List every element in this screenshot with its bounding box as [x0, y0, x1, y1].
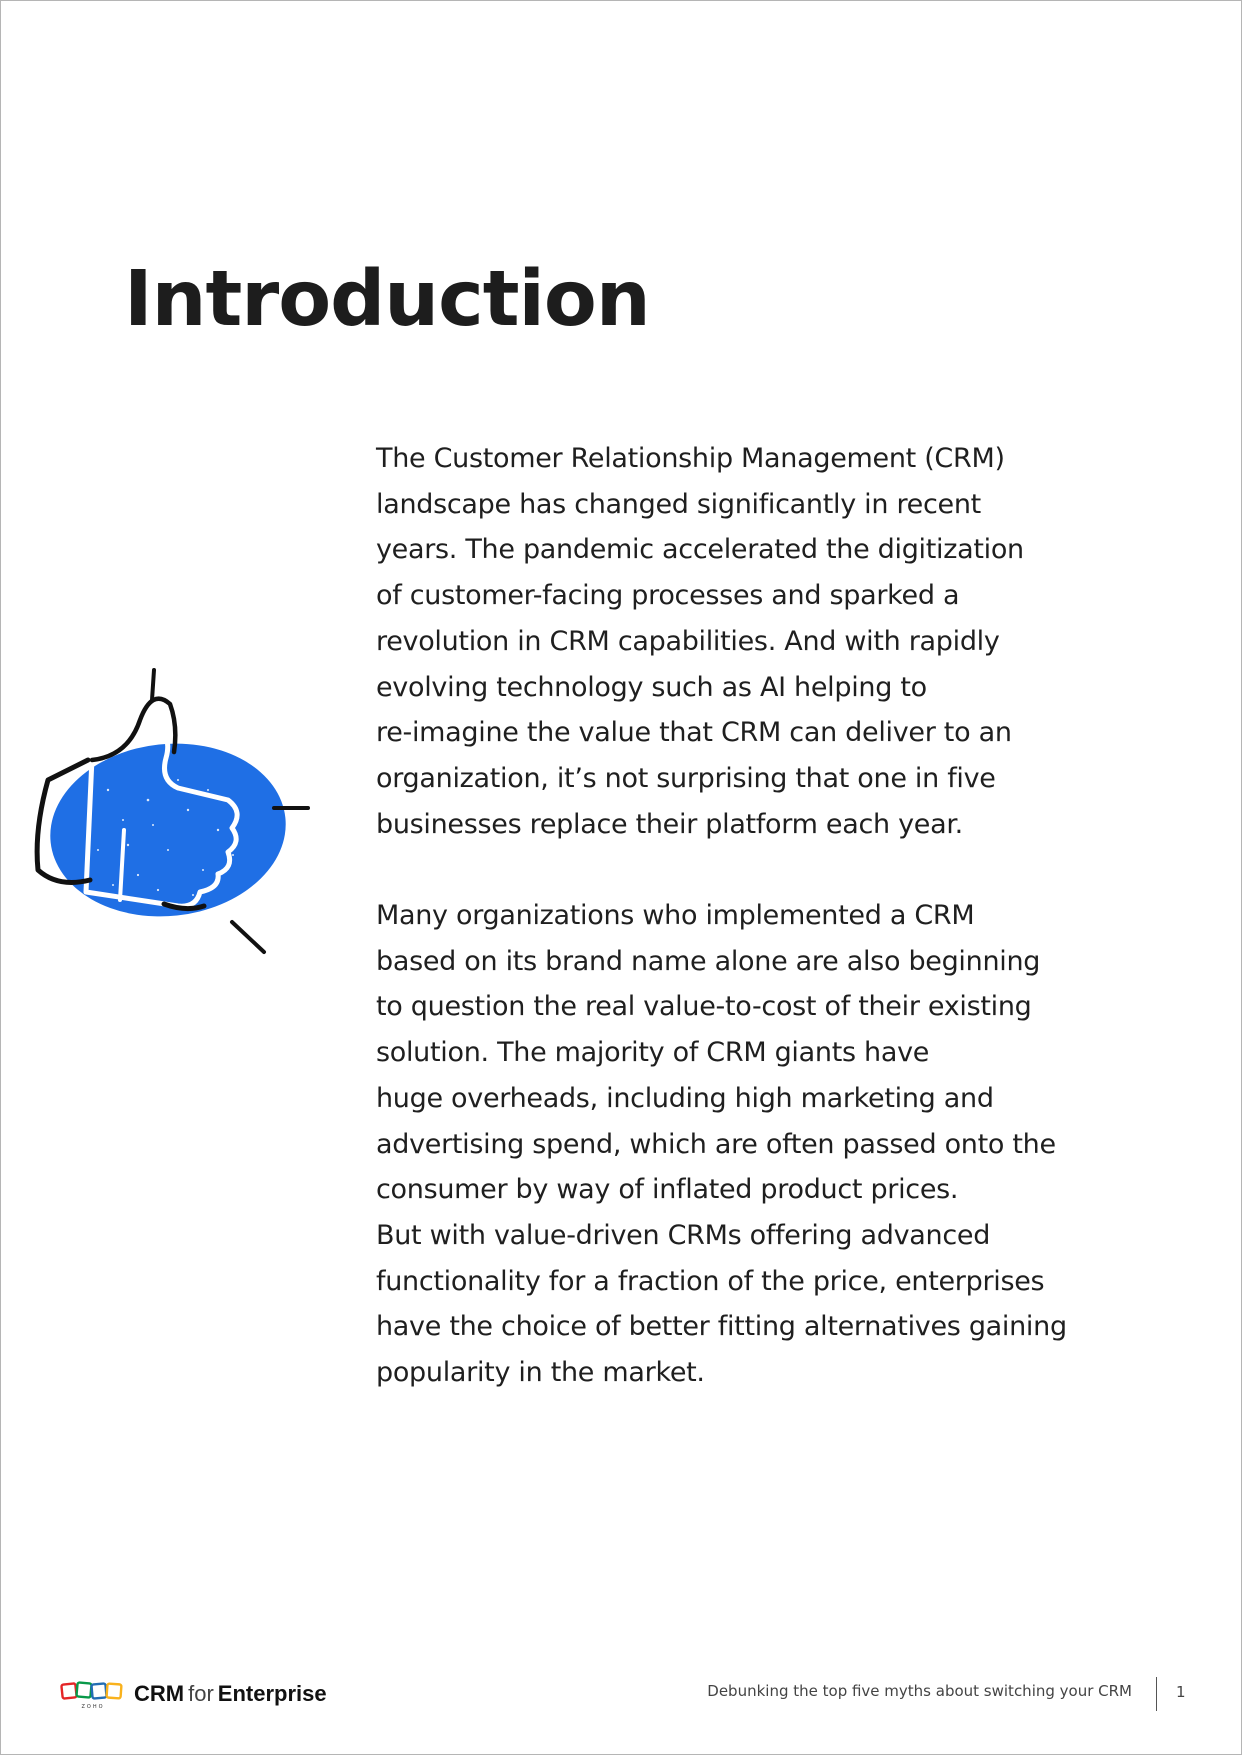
paragraph-1-line: organization, it’s not surprising that one in five [376, 762, 996, 794]
footer-caption: Debunking the top five myths about switching your CRM [707, 1682, 1132, 1700]
zoho-logo-icon [60, 1678, 126, 1710]
brand-crm: CRM [134, 1681, 185, 1706]
thumbs-up-icon [28, 660, 318, 960]
footer-divider [1156, 1677, 1157, 1711]
paragraph-1-line: landscape has changed significantly in recent [376, 488, 981, 520]
paragraph-1-line: of customer-facing processes and sparked a [376, 580, 960, 612]
paragraph-2-line: solution. The majority of CRM giants have [376, 1037, 930, 1069]
brand-name [134, 1681, 327, 1707]
paragraph-2-line: based on its brand name alone are also beginning [376, 945, 1041, 977]
footer-brand [60, 1678, 327, 1710]
brand-enterprise: Enterprise [217, 1681, 327, 1706]
paragraph-2-line: consumer by way of inflated product prices. [376, 1174, 959, 1206]
paragraph-1-line: The Customer Relationship Management (CRM) [376, 443, 1005, 474]
paragraph-2-line: Many organizations who implemented a CRM [376, 900, 975, 932]
paragraph-2-line: have the choice of better fitting alternatives gaining [376, 1311, 1067, 1343]
paragraph-1-line: years. The pandemic accelerated the digitization [376, 534, 1024, 566]
intro-body [376, 436, 1096, 1396]
paragraph-1-line: businesses replace their platform each year. [376, 808, 963, 840]
paragraph-2-line: huge overheads, including high marketing and [376, 1082, 994, 1114]
paragraph-1-line: revolution in CRM capabilities. And with rapidly [376, 625, 1000, 657]
paragraph-2-line: advertising spend, which are often passed onto the [376, 1128, 1056, 1160]
paragraph-1-line: re-imagine the value that CRM can deliver to an [376, 717, 1012, 749]
paragraph-2-line: functionality for a fraction of the price, enterprises [376, 1265, 1045, 1297]
paragraph-2-line: to question the real value-to-cost of their existing [376, 991, 1032, 1023]
paragraph-2-line: popularity in the market. [376, 1357, 705, 1389]
page-number: 1 [1176, 1683, 1186, 1701]
zoho-wordmark: ZOHO [81, 1704, 105, 1710]
page-title: Introduction [124, 255, 650, 344]
paragraph-2-line: But with value-driven CRMs offering advanced [376, 1219, 991, 1251]
brand-for: for [188, 1681, 214, 1706]
paragraph-1-line: evolving technology such as AI helping to [376, 671, 927, 703]
paragraph-gap [376, 847, 1096, 893]
